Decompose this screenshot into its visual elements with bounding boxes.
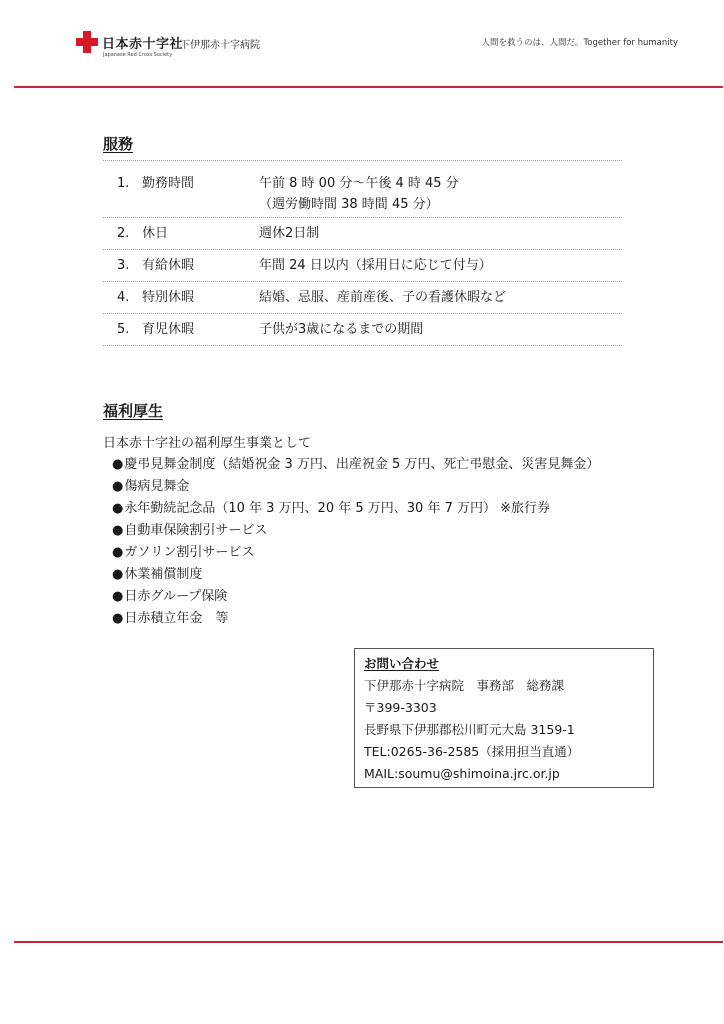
service-row-number: 3.	[117, 258, 130, 273]
welfare-item-text: 傷病見舞金	[124, 479, 190, 494]
list-item	[112, 564, 599, 586]
list-item	[112, 542, 599, 564]
welfare-item-text: 休業補償制度	[124, 567, 203, 582]
page-header	[0, 0, 724, 90]
org-name: 日本赤十字社	[102, 37, 184, 52]
service-row-value-line1: 午前 8 時 00 分～午後 4 時 45 分	[259, 176, 459, 191]
service-row-term: 特別休暇	[142, 290, 195, 305]
service-row	[103, 160, 622, 217]
welfare-intro: 日本赤十字社の福利厚生事業として	[103, 436, 312, 451]
welfare-list	[112, 454, 599, 630]
bullet-icon: ●	[112, 589, 124, 604]
contact-department: 下伊那赤十字病院 事務部 総務課	[364, 678, 565, 693]
bullet-icon: ●	[112, 479, 124, 494]
contact-phone: TEL:0265-36-2585（採用担当直通）	[364, 744, 580, 759]
service-row-value-line2: （週労働時間 38 時間 45 分）	[259, 197, 439, 212]
service-row	[103, 313, 622, 346]
service-row-term: 有給休暇	[142, 258, 195, 273]
contact-email: MAIL:soumu@shimoina.jrc.or.jp	[364, 766, 560, 781]
contact-box	[354, 648, 654, 788]
service-row-number: 2.	[117, 226, 130, 241]
service-row-value: 結婚、忌服、産前産後、子の看護休暇など	[259, 290, 507, 305]
header-divider	[14, 86, 723, 88]
list-item	[112, 520, 599, 542]
org-sub-name: Japanese Red Cross Society	[103, 52, 173, 58]
contact-postal-code: 〒399-3303	[364, 700, 437, 715]
welfare-item-text: 永年勤続記念品（10 年 3 万円、20 年 5 万円、30 年 7 万円） ※旅行券	[124, 501, 550, 516]
welfare-item-text: ガソリン割引サービス	[124, 545, 255, 560]
welfare-item-text: 慶弔見舞金制度（結婚祝金 3 万円、出産祝金 5 万円、死亡弔慰金、災害見舞金）	[124, 457, 600, 472]
service-row-number: 5.	[117, 322, 130, 337]
service-row-value	[259, 173, 622, 215]
service-row-value: 週休2日制	[259, 226, 320, 241]
footer-divider	[14, 941, 723, 943]
bullet-icon: ●	[112, 523, 124, 538]
service-row-term: 勤務時間	[142, 176, 195, 191]
service-row	[103, 281, 622, 313]
list-item	[112, 586, 599, 608]
service-row-term: 休日	[142, 226, 169, 241]
bullet-icon: ●	[112, 567, 124, 582]
service-section-title: 服務	[103, 135, 134, 153]
service-row	[103, 249, 622, 281]
service-row-term: 育児休暇	[142, 322, 195, 337]
service-row	[103, 217, 622, 249]
list-item	[112, 608, 599, 630]
red-cross-icon	[76, 31, 98, 53]
service-table	[103, 160, 622, 346]
welfare-item-text: 日赤積立年金 等	[124, 611, 229, 626]
hospital-name: 下伊那赤十字病院	[180, 40, 260, 51]
service-row-number: 1.	[117, 176, 130, 191]
bullet-icon: ●	[112, 611, 124, 626]
list-item	[112, 454, 599, 476]
list-item	[112, 476, 599, 498]
service-row-value: 年間 24 日以内（採用日に応じて付与）	[259, 258, 492, 273]
welfare-item-text: 自動車保険割引サービス	[124, 523, 268, 538]
bullet-icon: ●	[112, 457, 124, 472]
service-row-number: 4.	[117, 290, 130, 305]
list-item	[112, 498, 599, 520]
contact-address: 長野県下伊那郡松川町元大島 3159-1	[364, 722, 575, 737]
service-row-value: 子供が3歳になるまでの期間	[259, 322, 424, 337]
welfare-section-title: 福利厚生	[103, 402, 164, 420]
bullet-icon: ●	[112, 545, 124, 560]
tagline: 人間を救うのは、人間だ。Together for humanity	[481, 38, 678, 48]
welfare-item-text: 日赤グループ保険	[124, 589, 228, 604]
bullet-icon: ●	[112, 501, 124, 516]
contact-title: お問い合わせ	[364, 656, 440, 671]
